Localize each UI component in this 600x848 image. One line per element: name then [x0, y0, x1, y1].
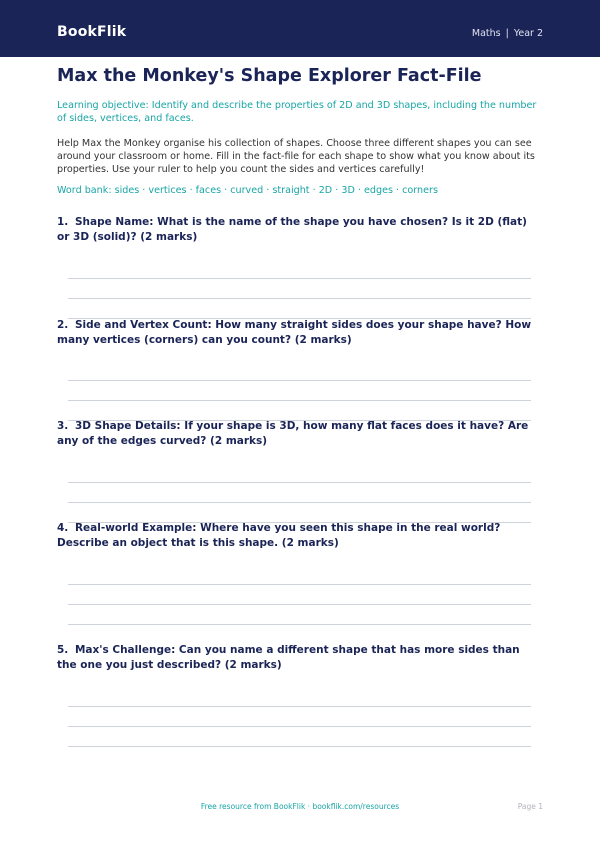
question-text: Shape Name: What is the name of the shape you have chosen? Is it 2D (flat) or 3D (solid)? (2 marks)	[57, 216, 527, 243]
header-bar	[0, 0, 600, 57]
question-number: 2.	[57, 319, 69, 331]
question-text: Max's Challenge: Can you name a different shape that has more sides than the one you just described? (2 marks)	[57, 644, 520, 671]
page-number: Page 1	[517, 802, 543, 811]
question-4	[57, 521, 537, 551]
answer-line[interactable]	[68, 400, 531, 401]
question-3	[57, 419, 537, 449]
meta-divider: |	[505, 28, 509, 39]
question-text: 3D Shape Details: If your shape is 3D, how many flat faces does it have? Are any of the edges curved? (2 marks)	[57, 420, 529, 447]
question-number: 1.	[57, 216, 69, 228]
footer-resource-link[interactable]: Free resource from BookFlik · bookflik.com/resources	[200, 802, 400, 811]
answer-line[interactable]	[68, 584, 531, 585]
answer-line[interactable]	[68, 502, 531, 503]
subject-label: Maths	[471, 28, 501, 39]
year-label: Year 2	[513, 28, 543, 39]
brand-logo: BookFlik	[57, 24, 127, 40]
answer-line[interactable]	[68, 380, 531, 381]
answer-line[interactable]	[68, 624, 531, 625]
page-title: Max the Monkey's Shape Explorer Fact-File	[57, 66, 482, 86]
question-1	[57, 215, 537, 245]
intro-text: Help Max the Monkey organise his collection of shapes. Choose three different shapes you can see around your classroom or home. Fill in the fact-file for each shape to show what you know about its properties. Use your ruler to help you count the sides and vertices carefully!	[57, 138, 535, 176]
question-text: Real-world Example: Where have you seen this shape in the real world? Describe an object that is this shape. (2 marks)	[57, 522, 501, 549]
question-5	[57, 643, 537, 673]
word-bank: Word bank: sides · vertices · faces · curved · straight · 2D · 3D · edges · corners	[57, 185, 438, 196]
subject-year	[472, 27, 543, 40]
answer-line[interactable]	[68, 298, 531, 299]
answer-line[interactable]	[68, 604, 531, 605]
question-number: 5.	[57, 644, 69, 656]
answer-line[interactable]	[68, 706, 531, 707]
answer-line[interactable]	[68, 726, 531, 727]
learning-objective: Learning objective: Identify and describe the properties of 2D and 3D shapes, including the number of sides, vertices, and faces.	[57, 100, 537, 124]
answer-line[interactable]	[68, 746, 531, 747]
answer-line[interactable]	[68, 482, 531, 483]
answer-line[interactable]	[68, 278, 531, 279]
question-text: Side and Vertex Count: How many straight sides does your shape have? How many vertices (corners) can you count? (2 marks)	[57, 319, 532, 346]
question-2	[57, 318, 537, 348]
question-number: 4.	[57, 522, 69, 534]
question-number: 3.	[57, 420, 69, 432]
